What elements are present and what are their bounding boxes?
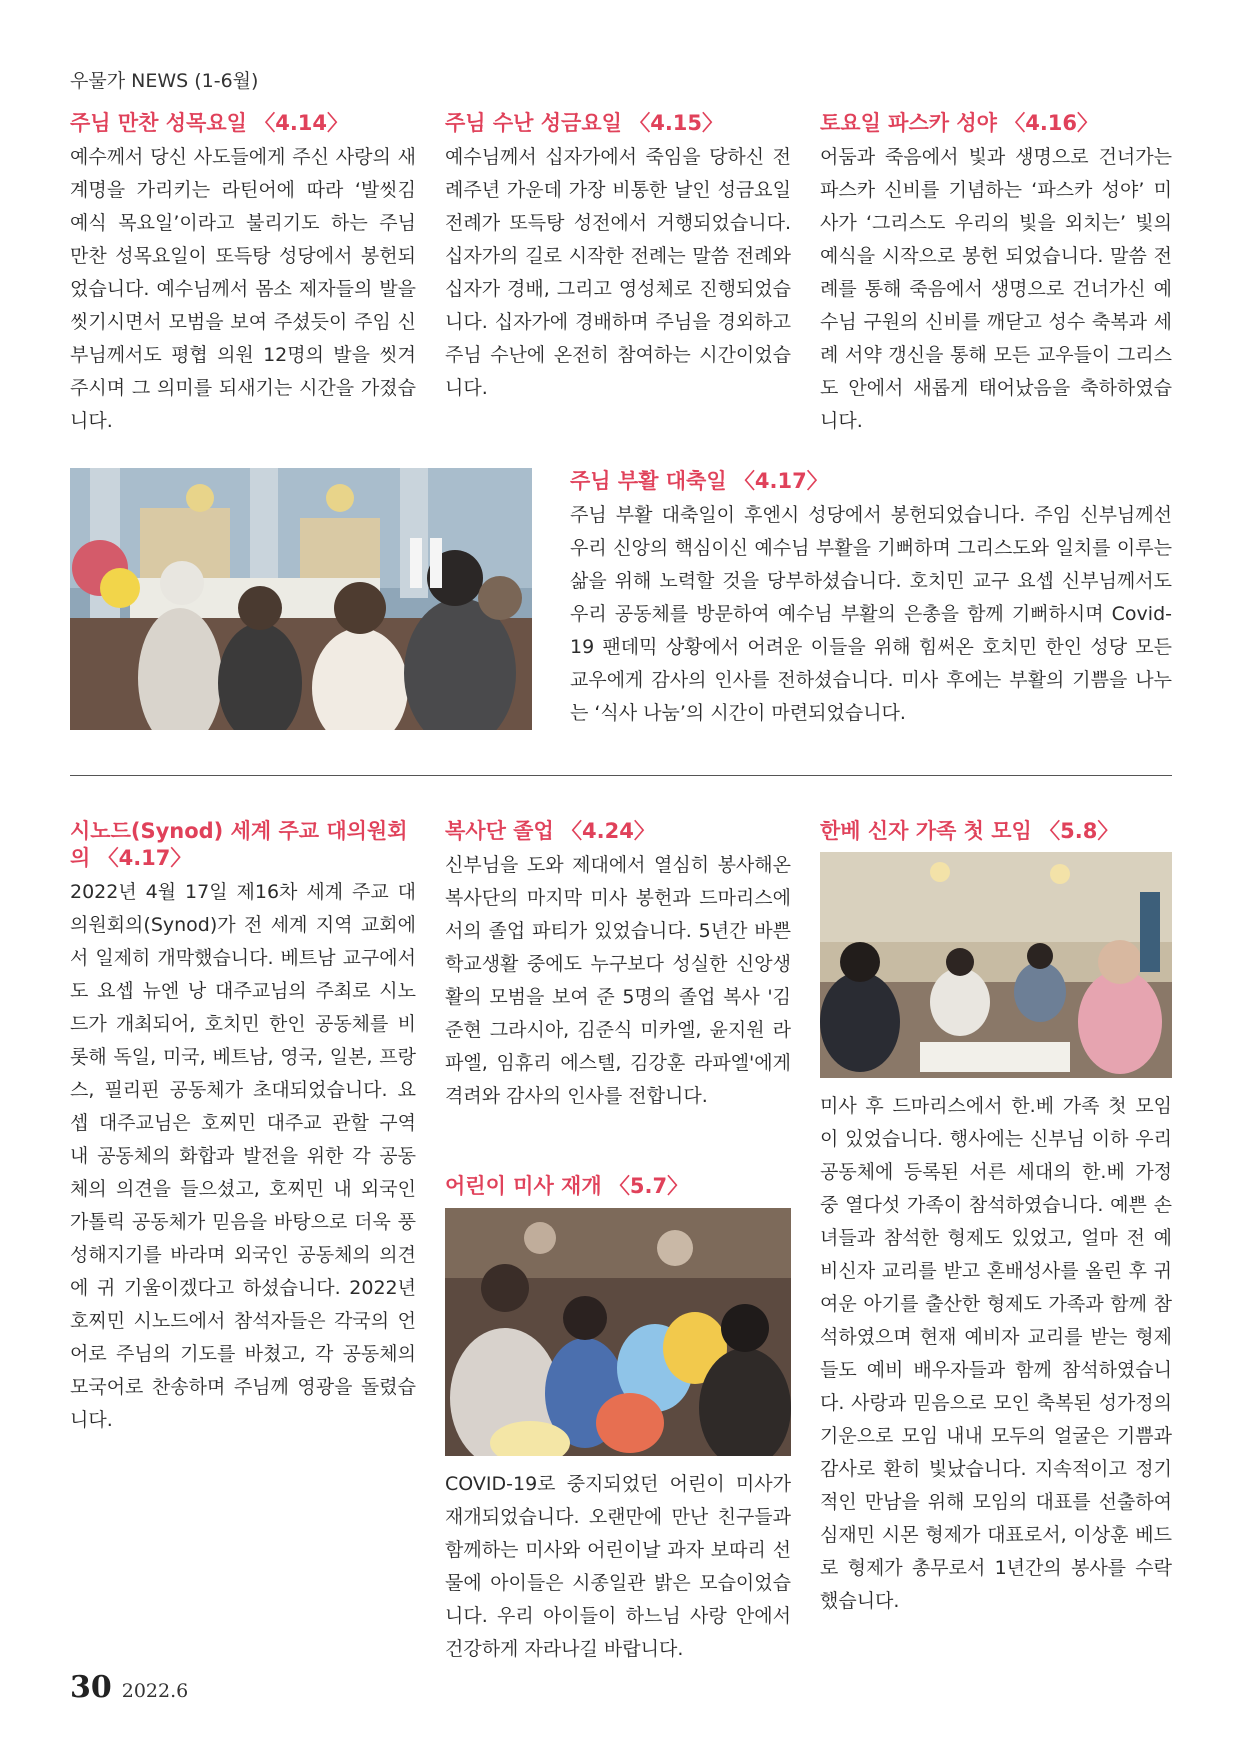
issue-date: 2022.6: [121, 1680, 189, 1702]
article-title: 토요일 파스카 성야 〈4.16〉: [820, 111, 1099, 135]
article-easter-vigil: [820, 110, 1172, 438]
article-body: 어둠과 죽음에서 빛과 생명으로 건너가는 파스카 신비를 기념하는 ‘파스카 성야’ 미사가 ‘그리스도 우리의 빛을 외치는’ 빛의 예식을 시작으로 봉헌 되었습니다. 말씀 전례를 통해 죽음에서 생명으로 건너가신 예수님 구원의 신비를 깨닫고 성수 축복과 세례 서약 갱신을 통해 모든 교우들이 그리스도 안에서 새롭게 태어났음을 축하하였습니다.: [820, 146, 1172, 432]
families-dinner-image: [820, 852, 1172, 1078]
children-mass-photo: [445, 1208, 791, 1456]
article-title: 복사단 졸업 〈4.24〉: [445, 819, 655, 843]
article-children-mass: [445, 1173, 791, 1204]
article-title: 주님 수난 성금요일 〈4.15〉: [445, 111, 724, 135]
article-title: 주님 부활 대축일 〈4.17〉: [570, 469, 828, 493]
article-title: 주님 만찬 성목요일 〈4.14〉: [70, 111, 349, 135]
article-body: 신부님을 도와 제대에서 열심히 봉사해온 복사단의 마지막 미사 봉헌과 드마리스에서의 졸업 파티가 있었습니다. 5년간 바쁜 학교생활 중에도 누구보다 성실한 신앙생활의 모범을 보여 준 5명의 졸업 복사 '김준현 그라시아, 김준식 미카엘, 윤지원 라파엘, 임휴리 에스텔, 김강훈 라파엘'에게 격려와 감사의 인사를 전합니다.: [445, 854, 791, 1107]
article-title: 한베 신자 가족 첫 모임 〈5.8〉: [820, 819, 1119, 843]
article-easter-sunday: [570, 468, 1172, 730]
easter-mass-photo: [70, 468, 532, 730]
article-children-mass-body: [445, 1468, 791, 1666]
article-good-friday: [445, 110, 791, 405]
section-divider: [70, 775, 1172, 776]
section-header: 우물가 NEWS (1-6월): [70, 70, 259, 92]
church-interior-image: [70, 468, 532, 730]
families-gathering-photo: [820, 852, 1172, 1078]
article-synod: [70, 818, 416, 1437]
article-body: 2022년 4월 17일 제16차 세계 주교 대의원회의(Synod)가 전 세계 지역 교회에서 일제히 개막했습니다. 베트남 교구에서도 요셉 뉴엔 낭 대주교님의 주최로 시노드가 개최되어, 호치민 한인 공동체를 비롯해 독일, 미국, 베트남, 영국, 일본, 프랑스, 필리핀 공동체가 초대되었습니다. 요셉 대주교님은 호찌민 대주교 관할 구역 내 공동체의 화합과 발전을 위한 각 공동체의 의견을 들으셨고, 호찌민 내 외국인 가톨릭 공동체가 믿음을 바탕으로 더욱 풍성해지기를 바라며 외국인 공동체의 의견에 귀 기울이겠다고 하셨습니다. 2022년 호찌민 시노드에서 참석자들은 각국의 언어로 주님의 기도를 바쳤고, 각 공동체의 모국어로 찬송하며 주님께 영광을 돌렸습니다.: [70, 881, 416, 1431]
article-altar-servers: [445, 818, 791, 1113]
article-title: 시노드(Synod) 세계 주교 대의원회의 〈4.17〉: [70, 819, 408, 870]
children-gifts-image: [445, 1208, 791, 1456]
article-families-body: [820, 1090, 1172, 1618]
article-body: 주님 부활 대축일이 후엔시 성당에서 봉헌되었습니다. 주임 신부님께선 우리 신앙의 핵심이신 예수님 부활을 기뻐하며 그리스도와 일치를 이루는 삶을 위해 노력할 것을 당부하셨습니다. 호치민 교구 요셉 신부님께서도 우리 공동체를 방문하여 예수님 부활의 은총을 함께 기뻐하시며 Covid-19 팬데믹 상황에서 어려운 이들을 위해 힘써온 호치민 한인 성당 모든 교우에게 감사의 인사를 전하셨습니다. 미사 후에는 부활의 기쁨을 나누는 ‘식사 나눔’의 시간이 마련되었습니다.: [570, 504, 1172, 724]
article-body: 미사 후 드마리스에서 한.베 가족 첫 모임이 있었습니다. 행사에는 신부님 이하 우리 공동체에 등록된 서른 세대의 한.베 가정 중 열다섯 가족이 참석하였습니다. 예쁜 손녀들과 참석한 형제도 있었고, 얼마 전 예비신자 교리를 받고 혼배성사를 올린 후 귀여운 아기를 출산한 형제도 가족과 함께 참석하였으며 현재 예비자 교리를 받는 형제들도 예비 배우자들과 함께 참석하였습니다. 사랑과 믿음으로 모인 축복된 성가정의 기운으로 모임 내내 모두의 얼굴은 기쁨과 감사로 환히 빛났습니다. 지속적이고 정기적인 만남을 위해 모임의 대표를 선출하여 심재민 시몬 형제가 대표로서, 이상훈 베드로 형제가 총무로서 1년간의 봉사를 수락했습니다.: [820, 1095, 1172, 1612]
article-body: 예수님께서 십자가에서 죽임을 당하신 전례주년 가운데 가장 비통한 날인 성금요일 전례가 또득탕 성전에서 거행되었습니다. 십자가의 길로 시작한 전례는 말씀 전례와 십자가 경배, 그리고 영성체로 진행되었습니다. 십자가에 경배하며 주님을 경외하고 주님 수난에 온전히 참여하는 시간이었습니다.: [445, 146, 791, 399]
article-families: [820, 818, 1172, 849]
article-holy-thursday: [70, 110, 416, 438]
page-footer: [70, 1670, 188, 1705]
article-title: 어린이 미사 재개 〈5.7〉: [445, 1174, 689, 1198]
page-number: 30: [70, 1670, 112, 1705]
article-body: COVID-19로 중지되었던 어린이 미사가 재개되었습니다. 오랜만에 만난 친구들과 함께하는 미사와 어린이날 과자 보따리 선물에 아이들은 시종일관 밝은 모습이었습니다. 우리 아이들이 하느님 사랑 안에서 건강하게 자라나길 바랍니다.: [445, 1473, 791, 1660]
article-body: 예수께서 당신 사도들에게 주신 사랑의 새 계명을 가리키는 라틴어에 따라 ‘발씻김 예식 목요일’이라고 불리기도 하는 주님 만찬 성목요일이 또득탕 성당에서 봉헌되었습니다. 예수님께서 몸소 제자들의 발을 씻기시면서 모범을 보여 주셨듯이 주임 신부님께서도 평협 의원 12명의 발을 씻겨주시며 그 의미를 되새기는 시간을 가졌습니다.: [70, 146, 416, 432]
